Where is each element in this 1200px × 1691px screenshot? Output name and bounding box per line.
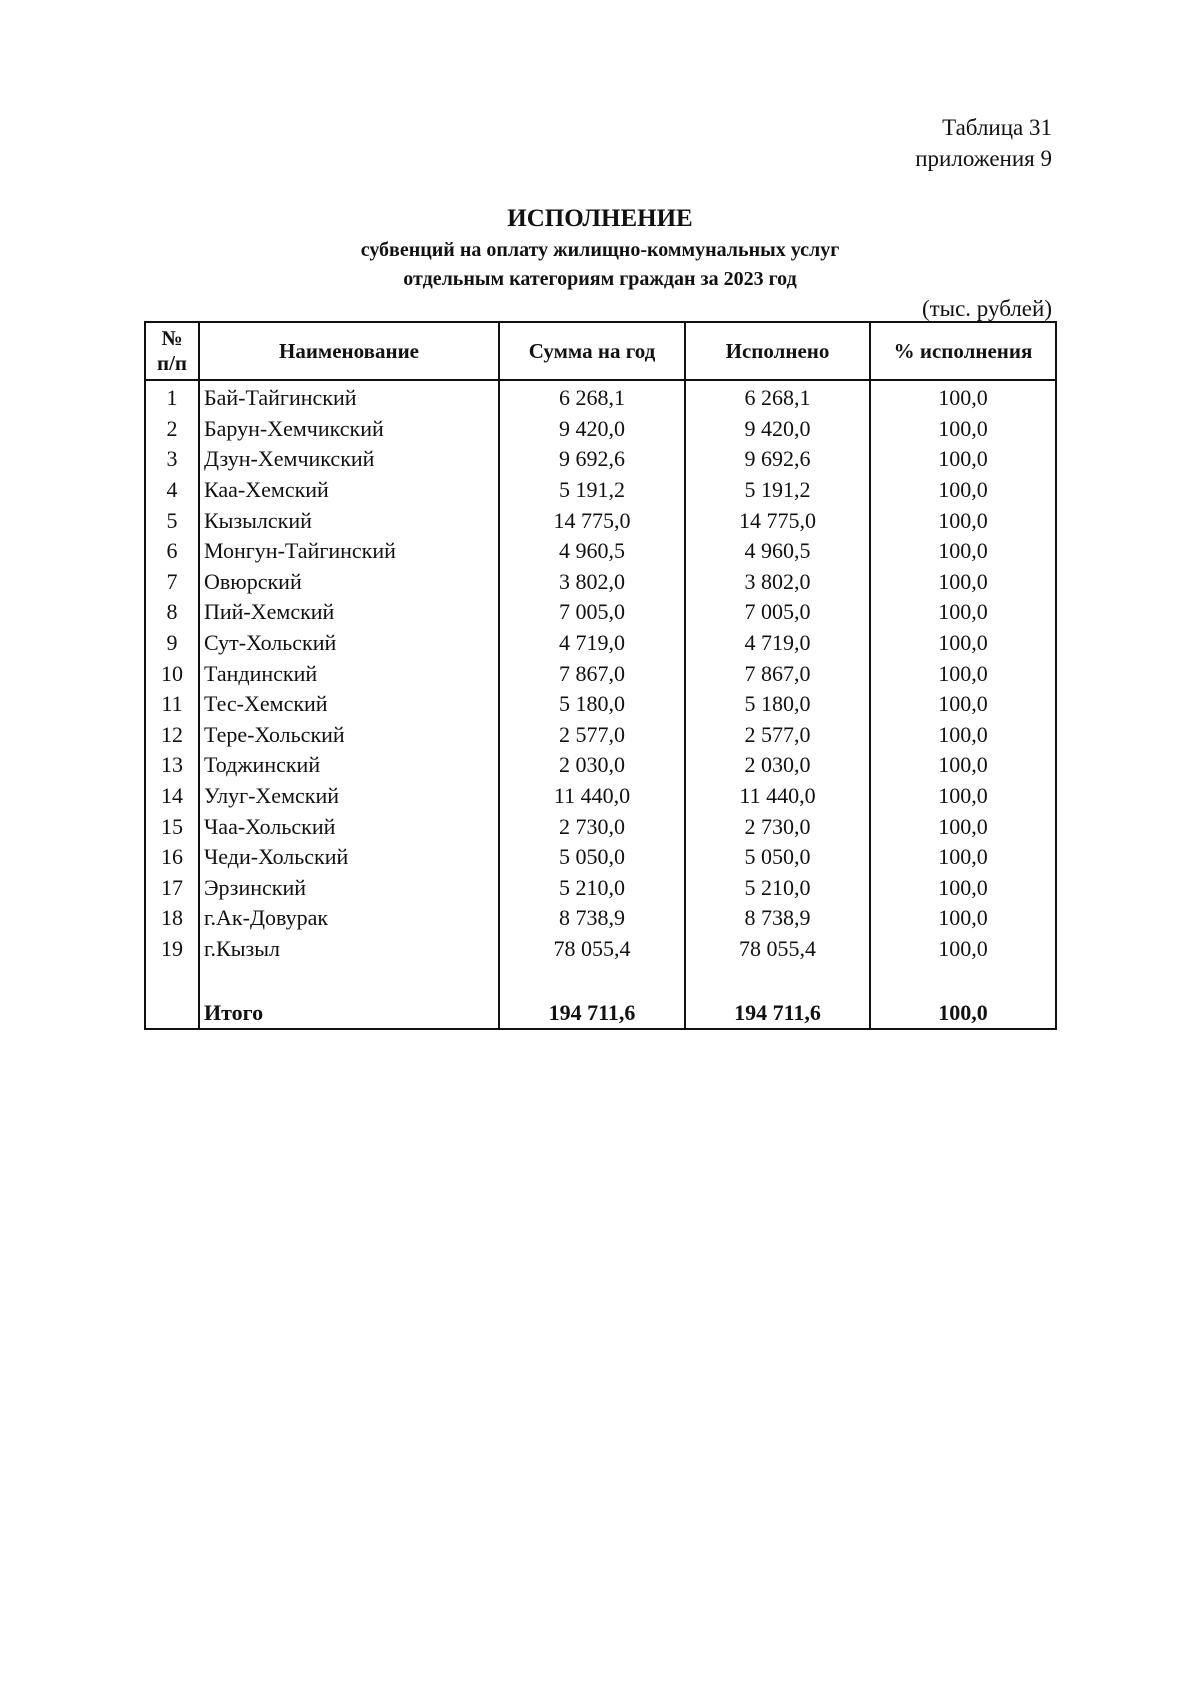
district-name-cell: г.Кызыл: [199, 934, 499, 965]
annual-sum-cell: 2 730,0: [499, 811, 685, 842]
table-row: [145, 934, 1056, 965]
annual-sum-cell: 5 050,0: [499, 842, 685, 873]
column-header-done: Исполнено: [685, 322, 870, 380]
annual-sum-cell: 7 005,0: [499, 597, 685, 628]
execution-table: [144, 321, 1057, 1030]
percent-cell: 100,0: [870, 628, 1056, 659]
percent-cell: 100,0: [870, 380, 1056, 414]
percent-cell: 100,0: [870, 597, 1056, 628]
document-subtitle-line-2: отдельным категориям граждан за 2023 год: [403, 268, 797, 290]
executed-cell: 4 719,0: [685, 628, 870, 659]
row-number-cell: 8: [145, 597, 199, 628]
row-number-cell: 6: [145, 536, 199, 567]
document-subtitle-line-1: субвенций на оплату жилищно-коммунальных услуг: [360, 239, 840, 261]
annual-sum-cell: 3 802,0: [499, 567, 685, 598]
row-number-cell: 12: [145, 720, 199, 751]
row-number-cell: 17: [145, 873, 199, 904]
executed-cell: 8 738,9: [685, 903, 870, 934]
executed-cell: 5 050,0: [685, 842, 870, 873]
column-header-number-line-2: п/п: [156, 351, 188, 375]
table-row: [145, 475, 1056, 506]
table-row: [145, 781, 1056, 812]
row-number-cell: 10: [145, 658, 199, 689]
row-number-cell: 16: [145, 842, 199, 873]
table-row: [145, 444, 1056, 475]
percent-cell: 100,0: [870, 873, 1056, 904]
annual-sum-cell: 8 738,9: [499, 903, 685, 934]
executed-cell: 11 440,0: [685, 781, 870, 812]
document-title: ИСПОЛНЕНИЕ: [507, 205, 693, 232]
total-label-cell: Итого: [199, 998, 499, 1029]
total-row: [145, 998, 1056, 1029]
table-row: [145, 536, 1056, 567]
column-header-number: [145, 322, 199, 380]
district-name-cell: Улуг-Хемский: [199, 781, 499, 812]
table-row: [145, 689, 1056, 720]
column-header-number-line-1: №: [161, 326, 183, 350]
executed-cell: 9 420,0: [685, 414, 870, 445]
annual-sum-cell: 5 210,0: [499, 873, 685, 904]
district-name-cell: Чаа-Хольский: [199, 811, 499, 842]
table-body: [145, 380, 1056, 1029]
annual-sum-cell: 5 180,0: [499, 689, 685, 720]
table-row: [145, 628, 1056, 659]
executed-cell: 6 268,1: [685, 380, 870, 414]
total-executed-cell: 194 711,6: [685, 998, 870, 1029]
percent-cell: 100,0: [870, 811, 1056, 842]
executed-cell: 5 210,0: [685, 873, 870, 904]
total-percent-cell: 100,0: [870, 998, 1056, 1029]
executed-cell: 14 775,0: [685, 505, 870, 536]
column-header-name: Наименование: [199, 322, 499, 380]
table-row: [145, 380, 1056, 414]
executed-cell: 7 867,0: [685, 658, 870, 689]
percent-cell: 100,0: [870, 934, 1056, 965]
row-number-cell: 1: [145, 380, 199, 414]
annual-sum-cell: 9 420,0: [499, 414, 685, 445]
executed-cell: 2 577,0: [685, 720, 870, 751]
row-number-cell: 13: [145, 750, 199, 781]
district-name-cell: Тоджинский: [199, 750, 499, 781]
executed-cell: 4 960,5: [685, 536, 870, 567]
row-number-cell: 7: [145, 567, 199, 598]
district-name-cell: Монгун-Тайгинский: [199, 536, 499, 567]
executed-cell: 78 055,4: [685, 934, 870, 965]
annual-sum-cell: 7 867,0: [499, 658, 685, 689]
row-number-cell: 11: [145, 689, 199, 720]
district-name-cell: Овюрский: [199, 567, 499, 598]
table-row: [145, 567, 1056, 598]
executed-cell: 5 191,2: [685, 475, 870, 506]
percent-cell: 100,0: [870, 842, 1056, 873]
percent-cell: 100,0: [870, 536, 1056, 567]
row-number-cell: 4: [145, 475, 199, 506]
percent-cell: 100,0: [870, 750, 1056, 781]
district-name-cell: Пий-Хемский: [199, 597, 499, 628]
percent-cell: 100,0: [870, 689, 1056, 720]
row-number-cell: 2: [145, 414, 199, 445]
row-number-cell: 14: [145, 781, 199, 812]
row-number-cell: 18: [145, 903, 199, 934]
district-name-cell: Тандинский: [199, 658, 499, 689]
annual-sum-cell: 4 719,0: [499, 628, 685, 659]
percent-cell: 100,0: [870, 720, 1056, 751]
spacer-cell: [145, 964, 199, 998]
annual-sum-cell: 2 030,0: [499, 750, 685, 781]
row-number-cell: 5: [145, 505, 199, 536]
executed-cell: 3 802,0: [685, 567, 870, 598]
total-number-cell: [145, 998, 199, 1029]
spacer-cell: [685, 964, 870, 998]
district-name-cell: Тере-Хольский: [199, 720, 499, 751]
annual-sum-cell: 14 775,0: [499, 505, 685, 536]
column-header-sum: Сумма на год: [499, 322, 685, 380]
table-row: [145, 658, 1056, 689]
district-name-cell: Каа-Хемский: [199, 475, 499, 506]
annual-sum-cell: 78 055,4: [499, 934, 685, 965]
percent-cell: 100,0: [870, 658, 1056, 689]
executed-cell: 9 692,6: [685, 444, 870, 475]
spacer-row: [145, 964, 1056, 998]
appendix-reference: [915, 112, 1052, 174]
table-row: [145, 505, 1056, 536]
district-name-cell: Бай-Тайгинский: [199, 380, 499, 414]
spacer-cell: [870, 964, 1056, 998]
percent-cell: 100,0: [870, 903, 1056, 934]
column-header-percent: % исполнения: [870, 322, 1056, 380]
spacer-cell: [499, 964, 685, 998]
total-sum-cell: 194 711,6: [499, 998, 685, 1029]
table-row: [145, 597, 1056, 628]
annual-sum-cell: 9 692,6: [499, 444, 685, 475]
table-row: [145, 873, 1056, 904]
annual-sum-cell: 4 960,5: [499, 536, 685, 567]
percent-cell: 100,0: [870, 414, 1056, 445]
row-number-cell: 3: [145, 444, 199, 475]
appendix-label: приложения 9: [915, 146, 1052, 171]
district-name-cell: Чеди-Хольский: [199, 842, 499, 873]
spacer-cell: [199, 964, 499, 998]
percent-cell: 100,0: [870, 781, 1056, 812]
district-name-cell: Эрзинский: [199, 873, 499, 904]
percent-cell: 100,0: [870, 444, 1056, 475]
percent-cell: 100,0: [870, 505, 1056, 536]
annual-sum-cell: 5 191,2: [499, 475, 685, 506]
district-name-cell: г.Ак-Довурак: [199, 903, 499, 934]
executed-cell: 5 180,0: [685, 689, 870, 720]
table-row: [145, 750, 1056, 781]
annual-sum-cell: 11 440,0: [499, 781, 685, 812]
district-name-cell: Дзун-Хемчикский: [199, 444, 499, 475]
document-title-block: [145, 202, 1055, 294]
executed-cell: 7 005,0: [685, 597, 870, 628]
row-number-cell: 9: [145, 628, 199, 659]
annual-sum-cell: 6 268,1: [499, 380, 685, 414]
table-label: Таблица 31: [942, 115, 1052, 140]
executed-cell: 2 730,0: [685, 811, 870, 842]
table-row: [145, 811, 1056, 842]
district-name-cell: Тес-Хемский: [199, 689, 499, 720]
table-header-row: [145, 322, 1056, 380]
district-name-cell: Барун-Хемчикский: [199, 414, 499, 445]
table-row: [145, 720, 1056, 751]
percent-cell: 100,0: [870, 567, 1056, 598]
percent-cell: 100,0: [870, 475, 1056, 506]
annual-sum-cell: 2 577,0: [499, 720, 685, 751]
row-number-cell: 19: [145, 934, 199, 965]
units-note: (тыс. рублей): [921, 296, 1052, 321]
executed-cell: 2 030,0: [685, 750, 870, 781]
row-number-cell: 15: [145, 811, 199, 842]
district-name-cell: Кызылский: [199, 505, 499, 536]
district-name-cell: Сут-Хольский: [199, 628, 499, 659]
table-row: [145, 842, 1056, 873]
table-row: [145, 414, 1056, 445]
table-row: [145, 903, 1056, 934]
